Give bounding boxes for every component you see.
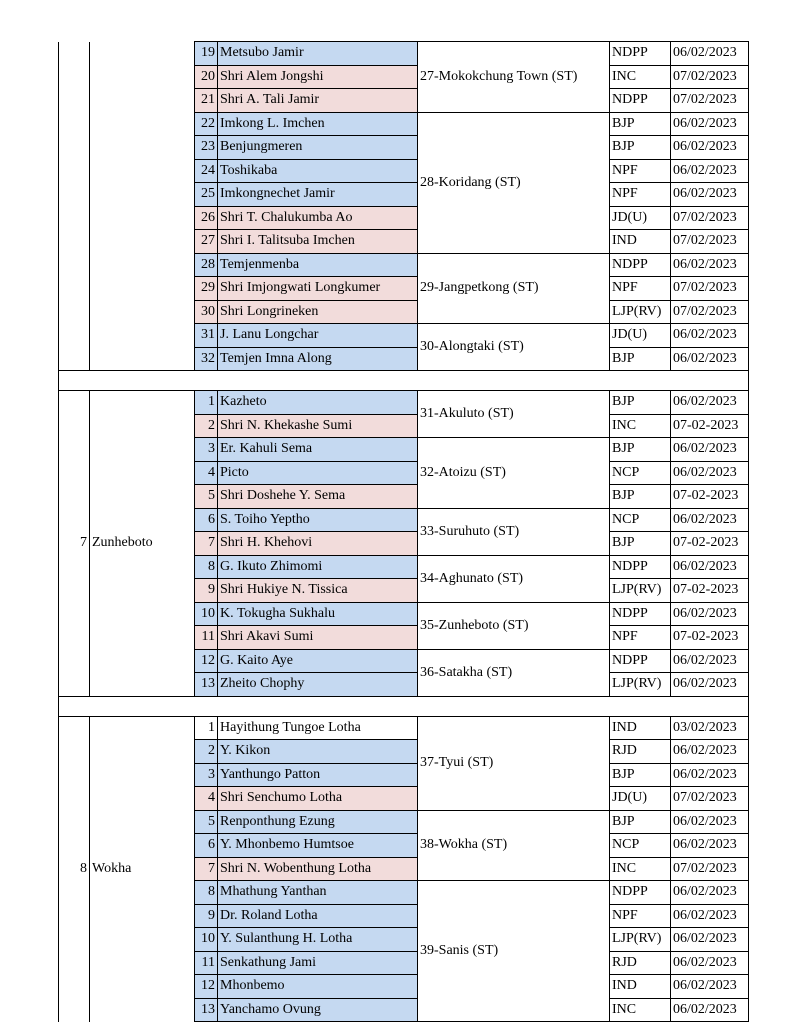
serial-number-cell: 2 [195, 414, 218, 438]
serial-number-cell: 30 [195, 300, 218, 324]
candidate-name-cell: Y. Kikon [218, 740, 418, 764]
serial-number-cell: 1 [195, 716, 218, 740]
date-cell: 06/02/2023 [671, 649, 749, 673]
serial-number-cell: 3 [195, 763, 218, 787]
candidate-name-cell: Shri T. Chalukumba Ao [218, 206, 418, 230]
serial-number-cell: 11 [195, 626, 218, 650]
date-cell: 06/02/2023 [671, 461, 749, 485]
section-spacer-row [59, 696, 749, 716]
constituency-cell: 36-Satakha (ST) [418, 649, 610, 696]
party-cell: NDPP [610, 881, 671, 905]
candidate-name-cell: Imkongnechet Jamir [218, 183, 418, 207]
party-cell: INC [610, 65, 671, 89]
candidate-name-cell: Shri Akavi Sumi [218, 626, 418, 650]
serial-number-cell: 6 [195, 834, 218, 858]
party-cell: NPF [610, 626, 671, 650]
serial-number-cell: 12 [195, 649, 218, 673]
constituency-cell: 30-Alongtaki (ST) [418, 324, 610, 371]
serial-number-cell: 23 [195, 136, 218, 160]
candidate-name-cell: Shri A. Tali Jamir [218, 89, 418, 113]
candidate-name-cell: Yanchamo Ovung [218, 998, 418, 1022]
date-cell: 07-02-2023 [671, 532, 749, 556]
candidate-name-cell: Mhonbemo [218, 975, 418, 999]
date-cell: 06/02/2023 [671, 975, 749, 999]
constituency-cell: 34-Aghunato (ST) [418, 555, 610, 602]
table-body [59, 42, 749, 1022]
party-cell: IND [610, 975, 671, 999]
serial-number-cell: 21 [195, 89, 218, 113]
date-cell: 07/02/2023 [671, 857, 749, 881]
constituency-cell: 39-Sanis (ST) [418, 881, 610, 1022]
serial-number-cell: 29 [195, 277, 218, 301]
candidate-name-cell: Toshikaba [218, 159, 418, 183]
date-cell: 07-02-2023 [671, 626, 749, 650]
constituency-cell: 33-Suruhuto (ST) [418, 508, 610, 555]
date-cell: 06/02/2023 [671, 998, 749, 1022]
candidate-name-cell: K. Tokugha Sukhalu [218, 602, 418, 626]
candidate-name-cell: Shri Longrineken [218, 300, 418, 324]
party-cell: BJP [610, 112, 671, 136]
district-number-cell [59, 42, 90, 371]
date-cell: 06/02/2023 [671, 159, 749, 183]
serial-number-cell: 27 [195, 230, 218, 254]
date-cell: 06/02/2023 [671, 763, 749, 787]
party-cell: IND [610, 230, 671, 254]
serial-number-cell: 26 [195, 206, 218, 230]
party-cell: NDPP [610, 649, 671, 673]
serial-number-cell: 5 [195, 810, 218, 834]
party-cell: NCP [610, 508, 671, 532]
candidate-name-cell: Shri N. Wobenthung Lotha [218, 857, 418, 881]
serial-number-cell: 12 [195, 975, 218, 999]
serial-number-cell: 25 [195, 183, 218, 207]
date-cell: 06/02/2023 [671, 834, 749, 858]
serial-number-cell: 28 [195, 253, 218, 277]
serial-number-cell: 6 [195, 508, 218, 532]
date-cell: 06/02/2023 [671, 391, 749, 415]
candidate-name-cell: Kazheto [218, 391, 418, 415]
date-cell: 06/02/2023 [671, 253, 749, 277]
party-cell: NDPP [610, 555, 671, 579]
date-cell: 06/02/2023 [671, 904, 749, 928]
district-name-cell: Zunheboto [90, 391, 195, 697]
serial-number-cell: 4 [195, 461, 218, 485]
candidate-name-cell: Y. Sulanthung H. Lotha [218, 928, 418, 952]
candidate-name-cell: Picto [218, 461, 418, 485]
date-cell: 07/02/2023 [671, 65, 749, 89]
candidate-name-cell: Y. Mhonbemo Humtsoe [218, 834, 418, 858]
date-cell: 07/02/2023 [671, 206, 749, 230]
date-cell: 06/02/2023 [671, 183, 749, 207]
party-cell: NDPP [610, 89, 671, 113]
party-cell: BJP [610, 485, 671, 509]
candidate-name-cell: Er. Kahuli Sema [218, 438, 418, 462]
constituency-cell: 35-Zunheboto (ST) [418, 602, 610, 649]
candidate-name-cell: Shri H. Khehovi [218, 532, 418, 556]
party-cell: LJP(RV) [610, 673, 671, 697]
party-cell: JD(U) [610, 324, 671, 348]
party-cell: LJP(RV) [610, 300, 671, 324]
party-cell: RJD [610, 740, 671, 764]
date-cell: 06/02/2023 [671, 136, 749, 160]
party-cell: JD(U) [610, 787, 671, 811]
candidate-name-cell: Hayithung Tungoe Lotha [218, 716, 418, 740]
date-cell: 06/02/2023 [671, 508, 749, 532]
serial-number-cell: 22 [195, 112, 218, 136]
party-cell: INC [610, 414, 671, 438]
serial-number-cell: 3 [195, 438, 218, 462]
party-cell: INC [610, 998, 671, 1022]
candidate-name-cell: Temjen Imna Along [218, 347, 418, 371]
candidate-name-cell: J. Lanu Longchar [218, 324, 418, 348]
table-row [59, 716, 749, 740]
candidate-name-cell: G. Kaito Aye [218, 649, 418, 673]
serial-number-cell: 4 [195, 787, 218, 811]
party-cell: NDPP [610, 253, 671, 277]
candidate-name-cell: Shri Hukiye N. Tissica [218, 579, 418, 603]
serial-number-cell: 24 [195, 159, 218, 183]
party-cell: NPF [610, 277, 671, 301]
date-cell: 06/02/2023 [671, 438, 749, 462]
nomination-table [58, 41, 749, 1022]
serial-number-cell: 5 [195, 485, 218, 509]
candidate-name-cell: Shri I. Talitsuba Imchen [218, 230, 418, 254]
serial-number-cell: 10 [195, 602, 218, 626]
serial-number-cell: 13 [195, 673, 218, 697]
candidate-name-cell: Zheito Chophy [218, 673, 418, 697]
table-row [59, 391, 749, 415]
party-cell: NDPP [610, 602, 671, 626]
party-cell: LJP(RV) [610, 579, 671, 603]
candidate-name-cell: Shri Imjongwati Longkumer [218, 277, 418, 301]
party-cell: INC [610, 857, 671, 881]
date-cell: 06/02/2023 [671, 112, 749, 136]
party-cell: RJD [610, 951, 671, 975]
candidate-name-cell: Dr. Roland Lotha [218, 904, 418, 928]
party-cell: NDPP [610, 42, 671, 66]
constituency-cell: 29-Jangpetkong (ST) [418, 253, 610, 324]
candidate-name-cell: Yanthungo Patton [218, 763, 418, 787]
party-cell: BJP [610, 347, 671, 371]
party-cell: NPF [610, 183, 671, 207]
district-number-cell: 7 [59, 391, 90, 697]
party-cell: BJP [610, 763, 671, 787]
date-cell: 06/02/2023 [671, 881, 749, 905]
date-cell: 06/02/2023 [671, 42, 749, 66]
candidate-name-cell: Shri Doshehe Y. Sema [218, 485, 418, 509]
serial-number-cell: 7 [195, 857, 218, 881]
date-cell: 06/02/2023 [671, 555, 749, 579]
constituency-cell: 27-Mokokchung Town (ST) [418, 42, 610, 113]
candidate-name-cell: Mhathung Yanthan [218, 881, 418, 905]
serial-number-cell: 32 [195, 347, 218, 371]
candidate-name-cell: Metsubo Jamir [218, 42, 418, 66]
party-cell: IND [610, 716, 671, 740]
date-cell: 06/02/2023 [671, 740, 749, 764]
date-cell: 06/02/2023 [671, 602, 749, 626]
district-name-cell: Wokha [90, 716, 195, 1022]
constituency-cell: 37-Tyui (ST) [418, 716, 610, 810]
candidate-name-cell: Senkathung Jami [218, 951, 418, 975]
serial-number-cell: 13 [195, 998, 218, 1022]
candidate-name-cell: S. Toiho Yeptho [218, 508, 418, 532]
serial-number-cell: 10 [195, 928, 218, 952]
district-number-cell: 8 [59, 716, 90, 1022]
constituency-cell: 28-Koridang (ST) [418, 112, 610, 253]
candidate-name-cell: Benjungmeren [218, 136, 418, 160]
date-cell: 06/02/2023 [671, 810, 749, 834]
party-cell: NCP [610, 461, 671, 485]
party-cell: BJP [610, 391, 671, 415]
party-cell: LJP(RV) [610, 928, 671, 952]
date-cell: 06/02/2023 [671, 928, 749, 952]
date-cell: 06/02/2023 [671, 951, 749, 975]
date-cell: 06/02/2023 [671, 347, 749, 371]
candidate-name-cell: Renponthung Ezung [218, 810, 418, 834]
candidate-name-cell: Temjenmenba [218, 253, 418, 277]
date-cell: 07/02/2023 [671, 787, 749, 811]
table-row [59, 42, 749, 66]
party-cell: BJP [610, 438, 671, 462]
party-cell: BJP [610, 810, 671, 834]
party-cell: NPF [610, 904, 671, 928]
candidate-name-cell: Imkong L. Imchen [218, 112, 418, 136]
candidate-name-cell: Shri Alem Jongshi [218, 65, 418, 89]
date-cell: 03/02/2023 [671, 716, 749, 740]
serial-number-cell: 19 [195, 42, 218, 66]
candidate-name-cell: Shri Senchumo Lotha [218, 787, 418, 811]
serial-number-cell: 8 [195, 881, 218, 905]
serial-number-cell: 7 [195, 532, 218, 556]
constituency-cell: 31-Akuluto (ST) [418, 391, 610, 438]
candidate-name-cell: G. Ikuto Zhimomi [218, 555, 418, 579]
party-cell: NCP [610, 834, 671, 858]
serial-number-cell: 1 [195, 391, 218, 415]
date-cell: 07/02/2023 [671, 277, 749, 301]
constituency-cell: 32-Atoizu (ST) [418, 438, 610, 509]
serial-number-cell: 8 [195, 555, 218, 579]
district-name-cell [90, 42, 195, 371]
date-cell: 07/02/2023 [671, 300, 749, 324]
serial-number-cell: 2 [195, 740, 218, 764]
spacer-cell [59, 696, 749, 716]
date-cell: 07/02/2023 [671, 89, 749, 113]
serial-number-cell: 9 [195, 579, 218, 603]
date-cell: 06/02/2023 [671, 324, 749, 348]
constituency-cell: 38-Wokha (ST) [418, 810, 610, 881]
candidate-name-cell: Shri N. Khekashe Sumi [218, 414, 418, 438]
date-cell: 07-02-2023 [671, 414, 749, 438]
date-cell: 07/02/2023 [671, 230, 749, 254]
party-cell: BJP [610, 136, 671, 160]
party-cell: JD(U) [610, 206, 671, 230]
serial-number-cell: 9 [195, 904, 218, 928]
date-cell: 06/02/2023 [671, 673, 749, 697]
party-cell: BJP [610, 532, 671, 556]
serial-number-cell: 20 [195, 65, 218, 89]
serial-number-cell: 31 [195, 324, 218, 348]
spacer-cell [59, 371, 749, 391]
serial-number-cell: 11 [195, 951, 218, 975]
date-cell: 07-02-2023 [671, 579, 749, 603]
section-spacer-row [59, 371, 749, 391]
date-cell: 07-02-2023 [671, 485, 749, 509]
party-cell: NPF [610, 159, 671, 183]
